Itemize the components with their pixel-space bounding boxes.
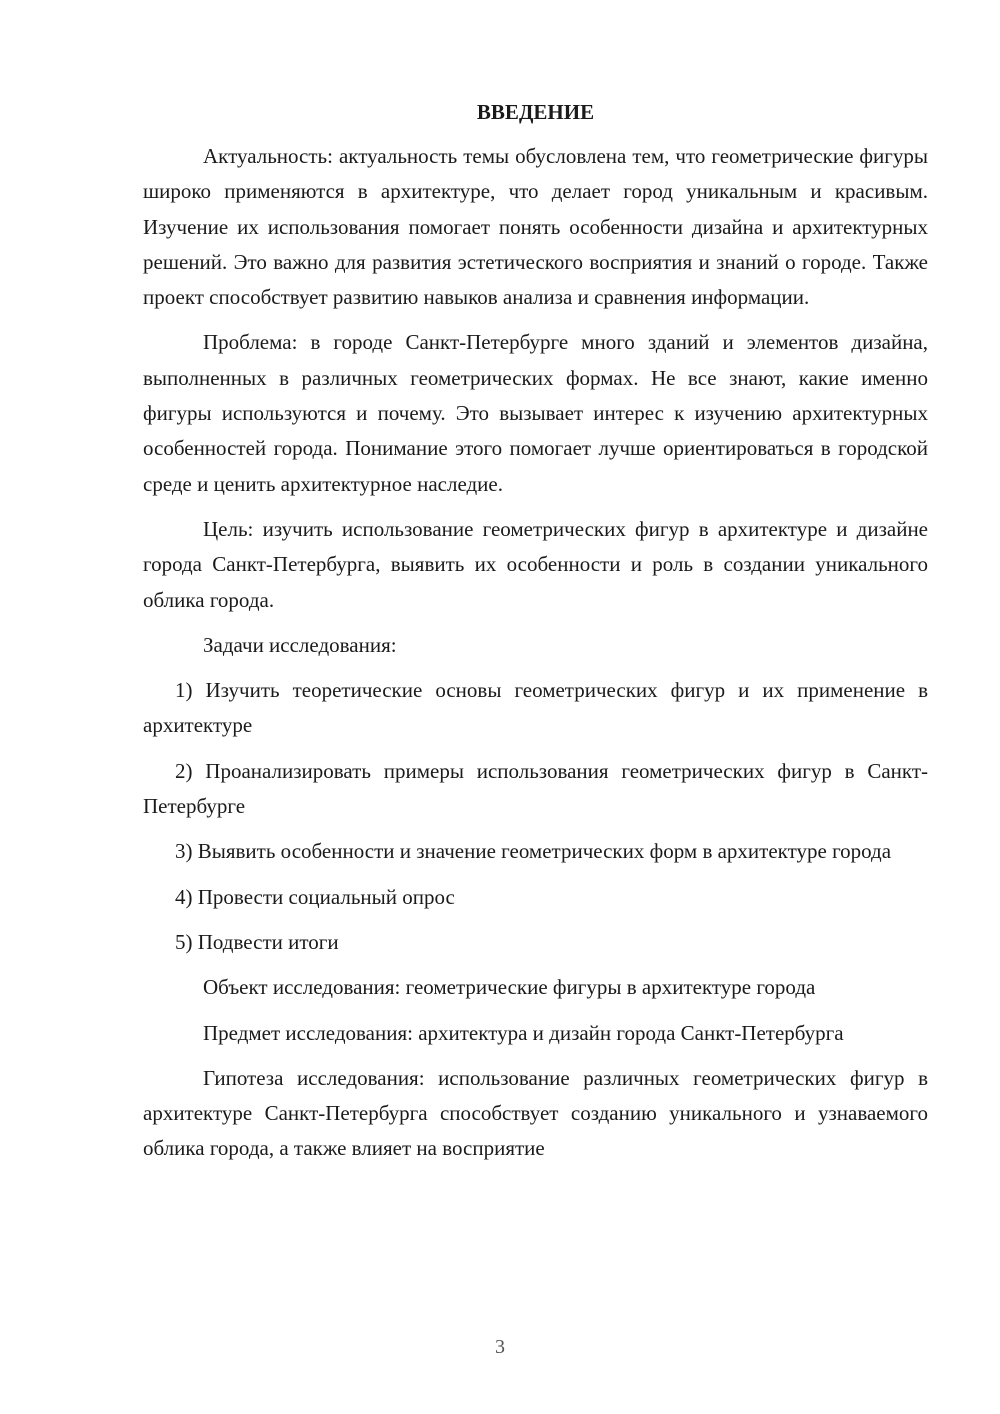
paragraph-subject: Предмет исследования: архитектура и дизайн города Санкт-Петербурга [203,1020,844,1045]
page-title: ВВЕДЕНИЕ [476,100,595,124]
document-page [143,95,928,1167]
list-item: 1) Изучить теоретические основы геометрических фигур и их применение в архитектуре [143,678,928,738]
list-item: 3) Выявить особенности и значение геометрических форм в архитектуре города [175,839,892,864]
tasks-list [143,673,928,960]
list-item: 4) Провести социальный опрос [175,884,455,909]
paragraph-problem: Проблема: в городе Санкт-Петербурге много зданий и элементов дизайна, выполненных в различных геометрических формах. Не все знают, какие именно фигуры используются и почему. Это вызывает интерес к изучению архитектурных особенностей города. Понимание этого помогает лучше ориентироваться в городской среде и ценить архитектурное наследие. [143,330,928,496]
paragraph-object: Объект исследования: геометрические фигуры в архитектуре города [203,975,816,1000]
paragraph-hypothesis: Гипотеза исследования: использование различных геометрических фигур в архитектуре Санкт-Петербурга способствует созданию уникального и узнаваемого облика города, а также влияет на восприятие [143,1065,928,1161]
list-item: 5) Подвести итоги [175,929,339,954]
list-item: 2) Проанализировать примеры использования геометрических фигур в Санкт-Петербурге [143,758,928,819]
paragraph-relevance: Актуальность: актуальность темы обусловлена тем, что геометрические фигуры широко применяются в архитектуре, что делает город уникальным и красивым. Изучение их использования помогает понять особенности дизайна и архитектурных решений. Это важно для развития эстетического восприятия и знаний о городе. Также проект способствует развитию навыков анализа и сравнения информации. [143,144,928,310]
paragraph-goal: Цель: изучить использование геометрических фигур в архитектуре и дизайне города Санкт-Петербурга, выявить их особенности и роль в создании уникального облика города. [143,516,928,612]
page-number: 3 [495,1336,505,1358]
tasks-heading: Задачи исследования: [203,632,397,657]
